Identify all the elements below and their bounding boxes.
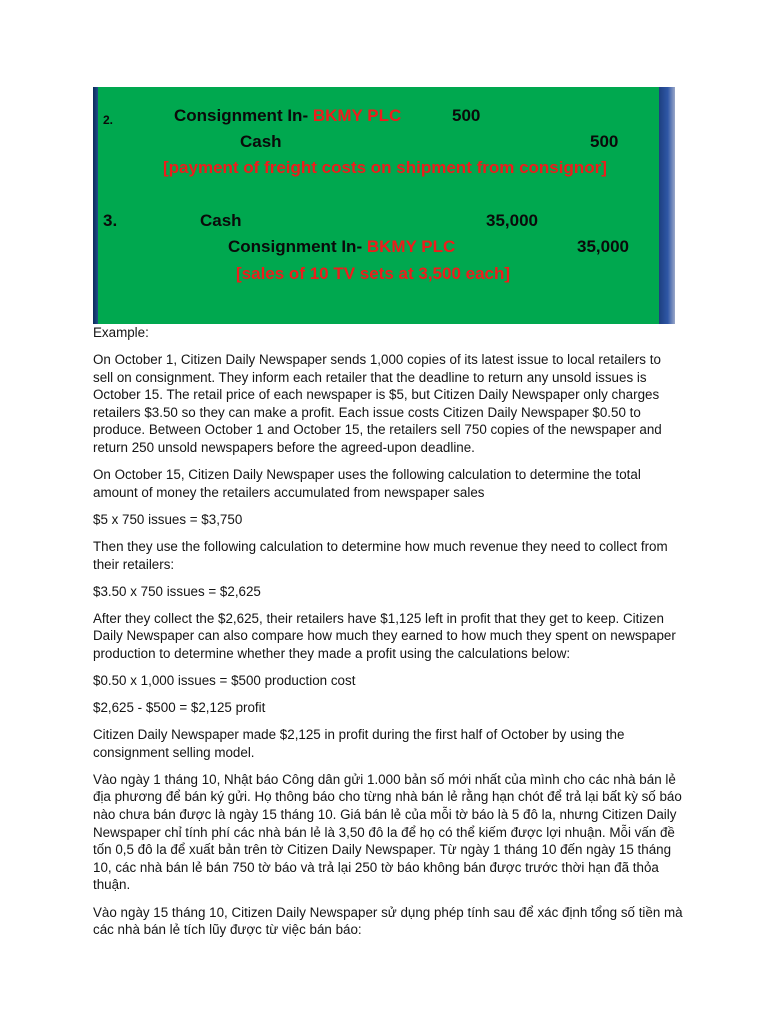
slide-right-stripe (659, 87, 675, 324)
entry-2-number: 2. (103, 113, 114, 127)
entry-3-credit-party: BKMY PLC (366, 237, 456, 256)
calc-retail-sales: $5 x 750 issues = $3,750 (93, 511, 243, 527)
entry-3-number: 3. (103, 211, 118, 230)
entry-3-credit-amount: 35,000 (577, 237, 629, 256)
entry-2-note: [payment of freight costs on shipment from consignor] (163, 158, 607, 177)
paragraph-calc-intro: On October 15, Citizen Daily Newspaper uses the following calculation to determine the total amount of money the retailers accumulated from newspaper sales (93, 467, 641, 500)
entry-3-credit-account-label: Consignment In- (228, 237, 367, 256)
entry-3-credit-account (228, 237, 455, 257)
example-heading: Example: (93, 325, 149, 340)
entry-2-debit-account (174, 106, 401, 126)
journal-entry-slide (93, 87, 675, 324)
paragraph-profit-intro: After they collect the $2,625, their retailers have $1,125 left in profit that they get to keep. Citizen Daily Newspaper can also compare how much they earned to how much they spent on newspaper production to determine whether they made a profit using the calculations below: (93, 610, 676, 661)
paragraph-conclusion: Citizen Daily Newspaper made $2,125 in profit during the first half of October by using the consignment selling model. (93, 727, 625, 760)
entry-3-note: [sales of 10 TV sets at 3,500 each] (236, 264, 511, 283)
calc-profit: $2,625 - $500 = $2,125 profit (93, 700, 266, 716)
calc-revenue: $3.50 x 750 issues = $2,625 (93, 583, 261, 599)
entry-2-debit-account-label: Consignment In- (174, 106, 313, 125)
entry-2-credit-amount: 500 (590, 132, 619, 151)
entry-3-debit-amount: 35,000 (486, 211, 538, 230)
slide-left-stripe (93, 87, 98, 324)
paragraph-revenue-intro: Then they use the following calculation to determine how much revenue they need to collect from their retailers: (93, 538, 668, 572)
entry-2-debit-amount: 500 (452, 106, 481, 125)
paragraph-vietnamese-calc-intro: Vào ngày 15 tháng 10, Citizen Daily Newspaper sử dụng phép tính sau để xác định tổng số tiền mà các nhà bán lẻ tích lũy được từ việc bán báo: (93, 904, 683, 938)
calc-production-cost: $0.50 x 1,000 issues = $500 production cost (93, 673, 356, 688)
document-body (93, 324, 683, 948)
paragraph-scenario: On October 1, Citizen Daily Newspaper sends 1,000 copies of its latest issue to local retailers to sell on consignment. They inform each retailer that the deadline to return any unsold issues is October 15. The retail price of each newspaper is $5, but Citizen Daily Newspaper only charges retailers $3.50 so they can make a profit. Each issue costs Citizen Daily Newspaper $0.50 to produce. Between October 1 and October 15, the retailers sell 750 copies of the newspaper and return 250 unsold newspapers before the agreed-upon deadline. (93, 352, 662, 456)
entry-3-debit-account: Cash (200, 211, 242, 230)
entry-2-debit-party: BKMY PLC (312, 106, 402, 125)
paragraph-vietnamese-scenario: Vào ngày 1 tháng 10, Nhật báo Công dân gửi 1.000 bản số mới nhất của mình cho các nhà bán lẻ địa phương để bán ký gửi. Họ thông báo cho từng nhà bán lẻ rằng hạn chót để trả lại bất kỳ số báo nào chưa bán được là ngày 15 tháng 10. Giá bán lẻ của mỗi tờ báo là 5 đô la, nhưng Citizen Daily Newspaper chỉ tính phí các nhà bán lẻ là 3,50 đô la để họ có thể kiếm được lợi nhuận. Mỗi vấn đề tốn 0,5 đô la để xuất bản trên tờ Citizen Daily Newspaper. Từ ngày 1 tháng 10 đến ngày 15 tháng 10, các nhà bán lẻ bán 750 tờ báo và trả lại 250 tờ báo không bán được trước thời hạn đã thỏa thuận. (93, 771, 682, 893)
entry-2-credit-account: Cash (240, 132, 282, 151)
